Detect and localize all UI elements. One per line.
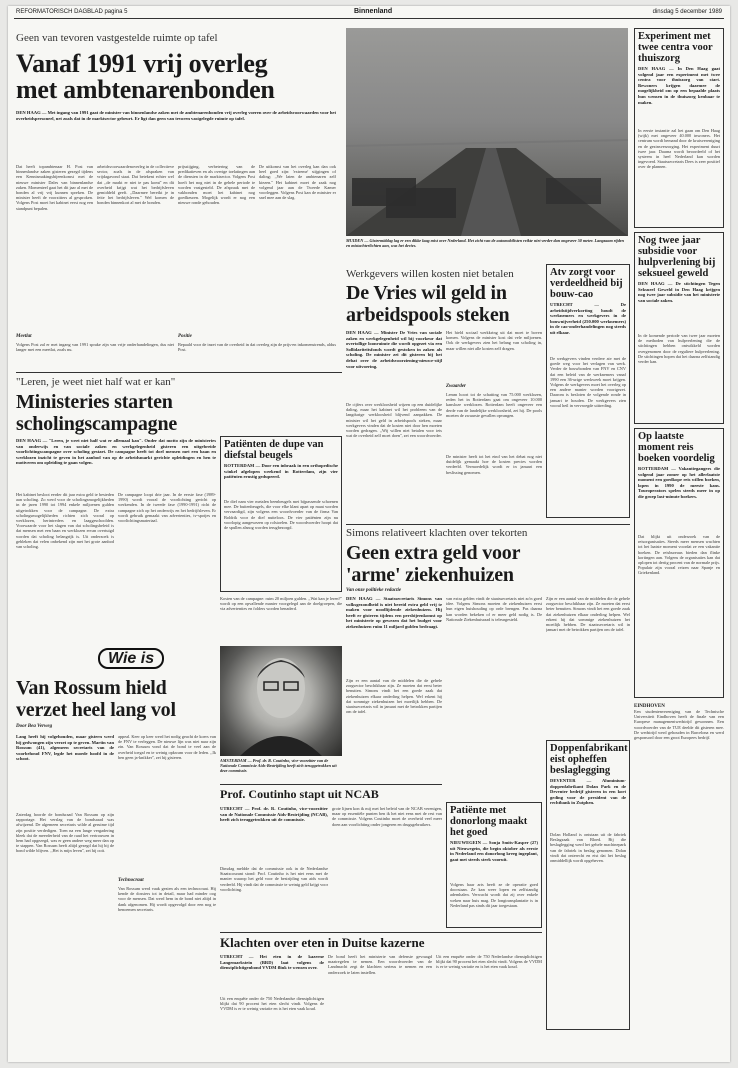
a11-byline: Van onze politieke redactie [346,588,402,593]
a5-title: Experiment met twee centra voor thuiszorg [638,31,713,64]
a9-body-col3: Van Rossum werd vaak gezien als een technocraat. Hij kende de dossiers tot in detail, maar had minder oog voor de mensen. Dat werd hem in de bond niet altijd in dank afgenomen. Hij wordt opgevolgd door een nog te benoemen secretaris. [118,886,216,912]
a6-title: Nog twee jaar subsidie voor hulpverlening bij seksueel geweld [638,235,716,279]
a9-body-col1: Zaterdag hoorde de bondsraad Van Rossum op zijn rapportage. Het verslag van de bondsraad was afwijzend. De algemeen secretaris wilde al geruime tijd zijn positie verdedigen. Toen na een lange vergadering bleek dat de meerderheid van de raad het vertrouwen in hem had opgezegd, was er geen andere weg meer dan op te stappen. Van Rossum heeft altijd gezegd dat hij bij de bond wilde blijven. ,,Het is mijn leven'', zei hij ooit. [16,812,114,854]
a3-title-line1: De Vries wil geld in [346,282,507,304]
a10-body-col2: grote lijnen kon ik mij met het beleid van de NCAB verenigen, maar op essentiële punten ben ik het niet eens met de rest van de commissie. Volgens Coutinho moet de overheid veel meer doen aan voorlichting onder jongeren en drugsgebruikers. [332,806,442,827]
a5-body: In eerste instantie zal het gaan om Den Haag (wijk) met ongeveer 40.000 inwoners. Het centrum wordt bemand door de kruisvereniging en de gezinsverzorging. Het experiment duurt twee jaar. Daarna wordt beoordeeld of het systeem in heel Nederland kan worden ingevoerd. Staatssecretaris Dees is zeer positief over de plannen. [638,128,720,170]
a3-body-col4: De minister heeft tot het eind van het debat nog niet duidelijk gemaakt hoe de kosten precies worden verdeeld. Vermoedelijk wordt er in januari een beslissing genomen. [446,454,542,475]
a9-title-line1: Van Rossum hield [16,677,167,699]
a3-title-line2: arbeidspools steken [346,304,510,326]
a2-body-col3: Kosten van de campagne: ruim 20 miljoen gulden. ,,Wat kan je leren?'' wordt op een opvallende manier voorgelegd aan de doelgroepen, die via advertenties en folders worden benaderd. [220,596,342,612]
header-paper-name: REFORMATORISCH DAGBLAD pagina 5 [16,9,128,15]
header-rule [14,18,724,19]
a13-box [546,740,630,1030]
newspaper-page [8,6,730,1062]
a2-lead: DEN HAAG — "Leren, je weet niet half wat er allemaal kan". Onder dat motto zijn de ministeries van onderwijs en van sociale zaken en werkgelegenheid gisteren een uitgebreide voorlichtingscampagne over scholing gestart. De campagne heeft tot doel mensen met een baan en werklozen inzicht te geven in het aanbod van op de arbeidsmarkt gerichte opleidingen en hen te motiveren om opleiding te gaan volgen. [16,438,216,466]
a1-title-line1: Vanaf 1991 vrij overleg [16,49,268,78]
a1-kicker: Geen van tevoren vastgestelde ruimte op tafel [16,32,218,44]
a6-lead: DEN HAAG — De stichtingen Tegen Seksueel Geweld in Den Haag krijgen nog twee jaar subsidie van het ministerie van sociale zaken. [638,281,720,303]
a10-lead: UTRECHT — Prof. dr. R. Coutinho, vice-voorzitter van de Nationale Commissie Aids-Bestrijding (NCAB), heeft zich teruggetrokken uit de commissie. [220,806,328,823]
a2-body-col2: De campagne loopt drie jaar. In de eerste fase (1989-1990) wordt vooral de voorlichting gericht op werkenden. In de tweede fase (1990-1991) richt de campagne zich op het onderwijs en het bedrijfsleven. Er wordt gebruik gemaakt van advertenties, tv-spotjes en voorlichtingsmateriaal. [118,492,216,524]
a13-body: Dolan Holland is ontstaan uit de fabriek Beslagzaak van Bloed. Bij die beslaglegging werd het gehele machinepark van de fabriek in beslag genomen. Dolan vindt dat onterecht en eist dat het beslag onmiddellijk wordt opgeheven. [550,832,626,864]
a7-lead: ROTTERDAM — Vakantiegangers die volgend jaar zomer op het allerlaatste moment een goedkope reis willen boeken, lopen in 1990 de meeste kans. Touroperators spelen steeds meer in op die groep last-minute boekers. [638,466,720,499]
a11-body-col2: van extra gelden vindt de staatssecretaris niet zo'n goed idee. Volgens Simons moeten de ziekenhuizen eerst hun eigen huishouding op orde brengen. Pas daarna kan worden bekeken of er meer geld nodig is. De Nationale Ziekenhuisraad is teleurgesteld. [446,596,542,622]
a6-box [634,232,724,424]
rule-a10 [220,784,442,785]
a1-body-meetlat: Volgens Post zal er met ingang van 1991 sprake zijn van vrije onderhandelingen, dus niet langer met een meetlat, zoals nu. [16,342,174,353]
a8-title: EINDHOVEN [634,704,665,709]
a9-body-col2: appeal. Keer op keer werd het nodig geacht de koers van de FNV te verleggen. De nieuwe lijn was niet naar zijn zin. Van Rossum vond dat de bond te veel aan de overheid toegaf en te weinig opkwam voor de leden. ,,Ik ben geen ja-knikker'', zei hij gisteren. [118,734,216,760]
a13-lead: DEVENTER — Aluminium-doppenfabrikant Dolan Park en de Deventer bedrijf gisteren in een kort geding voor de president van de rechtbank in Zutphen. [550,778,626,806]
a5-lead: DEN HAAG — In Den Haag gaat volgend jaar een experiment met twee centra voor thuiszorg van start. Bewoners krijgen daarmee de mogelijkheid om op een bepaalde plaats hun wensen in de thuiszorg kenbaar te maken. [638,66,720,105]
a10-body-col1: Dinsdag meldde dat de commissie ook in de Nederlandse Staatscourant stond: Prof. Coutinho is het niet eens met de manier waarop het geld voor de bestrijding van aids wordt verdeeld. Hij vindt dat de commissie te weinig geld krijgt voor voorlichting. [220,866,328,892]
a2-body-col1: Het kabinet besloot eerder dit jaar extra geld te besteden aan scholing. Zo werd voor de scholingsmogelijkheden in de jaren 1990 tot 1994 enkele miljoenen gulden uitgetrokken voor de campagne. De extra scholingsmogelijkheden richten zich vooral op werklozen, herintreders en laaggeschoolden. Voorwaarde voor het slagen van dat scholingsbeleid is dat mensen met een baan en werklozen ervan overtuigd worden dat scholing belangrijk is. Uit onderzoek is gebleken dat velen onbekend zijn met het grote aanbod van scholing. [16,492,114,550]
a12-body: Volgens haar arts heeft ze de operatie goed doorstaan. Ze kan weer lopen en zelfstandig ademhalen. Verwacht wordt dat zij over enkele weken naar huis mag. De longtransplantatie is in Nederland pas sinds dit jaar toegestaan. [450,882,538,908]
a1-body-positie: Bepaald voor de inzet van de overheid in dat overleg zijn de prijs-en inkomenstrends, aldus Post. [178,342,336,353]
photo-coutinho-portrait [220,646,342,756]
rule-a1-a2 [16,372,342,373]
a4-box [546,264,630,518]
photo-fog-caption: MUIDEN — Gistermiddag lag er een dikke laag mist over Nederland. Het zicht van de automobilisten reikte niet verder dan ongeveer 50 meter. Langzaam rijden en mistachterlichten aan, was het devies. [346,238,624,248]
wie-is-logo-text: Wie is [98,648,164,669]
a1-subhead-meetlat: Meetlat [16,334,32,339]
a1-subhead-positie: Positie [178,334,192,339]
a14-body-col1: Uit een enquête onder de 750 Nederlandse dienstplichtigen blijkt dat 90 procent het eten slecht vindt. Volgens de VVDM is er te weinig variatie en is het eten vaak koud. [220,996,324,1012]
a1-body-col1: Dat heeft topambtenaar H. Post van binnenlandse zaken gisteren gezegd tijdens een Kennismakingsbijeenkomst met de nieuwe minister Dales van binnenlandse zaken. Momenteel gaat het dit jaar al met de bonden al vrij vrij kunnen spreken. De minister heeft de voorzitters al gesproken. Volgens Post moet het kabinet eerst nog een standpunt bepalen. [16,164,93,211]
a14-title: Klachten over eten in Duitse kazerne [220,935,425,950]
a14-body-col2: De bond heeft het ministerie van defensie gevraagd maatregelen te nemen. Een woordvoerder van de Landmacht zegt de klachten serieus te nemen en een onderzoek te laten instellen. [328,954,432,975]
a1-body-col3: prijsstijging, verbetering van de predikatieven en als overige toelatingen aan de diensten in de marktsector. Volgens Post hoeft het nog niet in de gehele periode te worden vastgesteld. De afspraak met de vakbonden moet het kabinet nog goedkeuren. Mogelijk wordt er nog een nieuwe ronde gehouden. [178,164,255,206]
a2-box-beugels [220,436,342,592]
a2-box-title: Patiënten de dupe van diefstal beugels [224,439,324,461]
header-section: Binnenland [354,8,393,15]
header-date: dinsdag 5 december 1989 [652,9,722,15]
a9-title-line2: verzet heel lang vol [16,699,176,721]
a8-body: Een studentenvereniging van de Technische Universiteit Eindhoven heeft de finale van een Europese managementwedstrijd gewonnen. Een woordvoerder van de TUE deelde dit gisteren mee. De wedstrijd werd gehouden in Barcelona en werd gesponsord door een groot Europees bedrijf. [634,709,724,741]
a6-body: In de komende periode van twee jaar moeten de methoden van hulpverlening die de stichtingen hebben ontwikkeld worden overgenomen door de reguliere hulpverlening. De stichtingen hopen dat het daarna zelfstandig verder kan. [638,333,720,365]
a9-lead: Lang heeft hij volgehouden, maar gistern werd hij gedwongen zijn verzet op te geven. Martin van Rossum (41), algemeen secretaris van de voorbehoud FNV, legde het moede hoofd in de schoot. [16,734,114,762]
a7-title: Op laatste moment reis boeken voordelig [638,431,715,464]
a5-box [634,28,724,228]
a2-box-lead: ROTTERDAM — Door een inbraak in een orthopedische winkel afgelopen weekend in Rotterdam, zijn vier patiënten ernstig gedupeerd. [224,463,338,480]
a4-body: De werkgevers vinden verdere atv met de goede weg voor het verlagen van werk. Verder de bouwbonden van FNV en CNV dat een beleid van de werknemers vanaf 1990 een 36-urige werkweek moet krijgen. Volgens de werkgevers moet het overleg op een andere manier worden voortgezet. Daarom is besloten de volgende ronde in januari te houden. De werkgevers zien vooral heil in vervroegde uittreding. [550,356,626,408]
wie-is-logo [98,650,198,672]
a3-lead: DEN HAAG — Minister De Vries van sociale zaken en werkgelegenheid wil bij voorkeur dat overtollige loonruimte die wordt opgezet via een Sollidariteitsfonds wordt gestoken in zaken als scholing. De minister zei dit gisteren bij het debat over de arbeidsvoorziening-nieuwe-stijl voor uitvoering. [346,330,442,369]
a11-title-line1: Geen extra geld voor [346,542,521,564]
a12-title: Patiënte met donorlong maakt het goed [450,805,528,838]
a9-subhead-technocraat: Technocraat [118,878,144,883]
a2-title-line1: Ministeries starten [16,391,173,413]
a3-body-col2: Het hield sociaal werkkring uit dat moet te boven komen. Volgens de minister kost dat vele miljoenen. Ook de werkgevers zien het belang van scholing in, maar willen niet alle kosten zelf dragen. [446,330,542,351]
fog-road-illustration [346,28,628,236]
a12-lead: NIEUWEGEIN — Sonja Smits-Kasper (27) uit Nieuwegein, die begin oktober als eerste in Nederland een donorlong kreeg ingeplant, gaat met steeds sterk vooruit. [450,840,538,862]
photo-fog-highway [346,28,628,236]
a1-title-line2: met ambtenarenbonden [16,75,275,104]
a13-title: Doppenfabrikant eist opheffen beslaglegging [550,743,628,776]
a3-subhead-zwaarder: Zwaarder [446,384,466,389]
a2-box-body: De dief nam vier metalen beenbeugels met bijpassende schoenen mee. De buitenbeugels, die voor elke klant apart op maat worden vervaardigd, zijn volgens een woordvoerder van de firma Van Boldrik voor de dief nutteloos. De vier patiënten zijn nu voorlopig aangewezen op rolstoelen. De woordvoerder hoopt dat de spullen alsnog worden terugbezorgd. [224,499,338,531]
photo-coutinho-caption: AMSTERDAM — Prof. dr. R. Coutinho, vice-voorzitter van de Nationale Commissie Aids-Bestrijding heeft zich teruggetrokken uit deze commissie. [220,758,337,773]
a14-body-col3: Uit een enquête onder de 750 Nederlandse dienstplichtigen blijkt dat 90 procent het eten slecht vindt. Volgens de VVDM is er te weinig variatie en is het eten vaak koud. [436,954,542,970]
a2-title-line2: scholingscampagne [16,413,178,435]
portrait-illustration [220,646,342,756]
a3-body-col1: De cijfers over werkloosheid wijzen op een duidelijke daling, maar het kabinet wil het probleem van de langdurige werkloosheid blijvend aanpakken. De minister wil het geld in arbeidspools steken, maar werkgevers vinden dat de kosten niet door hen moeten worden gedragen. ,,Wij willen niet betalen voor iets wat de overheid zelf moet doen'', zei een woordvoerder. [346,402,442,439]
a10-title: Prof. Coutinho stapt uit NCAB [220,787,379,801]
a3-body-col3: Lemm hoort tot de schatting van 75.000 werklozen, reden het in Rotterdam gaat om ongeveer 10.000 kansloze werklozen. Rotterdam heeft ongeveer een derde van de landelijke werkloosheid, zei hij. De pools moeten de zwaarste gevallen opvangen. [446,392,542,418]
a1-body-col2: arbeidsvoorwaardenoverleg in de collectieve sector, zoals in de afspraken van vrijdagavond staat. Dat betekent echter wel dat ,,de markt er niet te pas komt'' en dit overheid krijgt wat het bedrijfsleven gemiddeld geeft. ,,Daarmee bereikt je in feite het bedrijfsleven.'' Wel komen de bonden binnenkort al met de bonden. [97,164,174,206]
a11-kicker: Simons relativeert klachten over tekorten [346,527,528,539]
a11-lead: DEN HAAG — Staatssecretaris Simons van volksgezondheid is niet bereid extra geld vrij te maken voor noodlijdende ziekenhuizen. Hij heeft er gisteren tijdens een persbijeenkomst op het ministerie op gewezen dat het budget voor ziekenhuizen ruim 11 miljard gulden bedraagt. [346,596,442,629]
a8-brief [634,704,724,812]
a1-lead: DEN HAAG — Met ingang van 1991 gaat de minister van binnenlandse zaken met de ambtenarenbonden vrij overleg voeren over de arbeidsvoorwaarden voor het overheidspersoneel, net zoals dat in de marktsector gebeurt. Er ligt dan geen van tevoren vastgelegde ruimte op tafel. [16,110,336,121]
a14-lead: UTRECHT — Het eten in de kazerne Langemarkstein (BRD) laat volgens de dienstplichtigenbond VVDM flink te wensen over. [220,954,324,971]
rule-a14 [220,932,542,933]
a12-box [446,802,542,928]
a1-body-col4: De uitkomst van het overleg kan dan ook heel goed zijn: 'extreme' stijgingen of daling; ,,We laten de ambtenaren zelf kiezen.'' Het kabinet moet de zaak nog volgend jaar aan de Tweede Kamer voorleggen. Volgens Post kan de minister er snel mee aan de slag. [259,164,336,201]
a11-body-col3: Zijn er een aantal van de middelen die de gehele zorgsector beschikbaar zijn. Ze moeten dat eerst beter benutten. Simons vindt het een goede zaak dat ziekenhuizen elkaar onderling helpen. Wel erkent hij dat sommige ziekenhuizen het moeilijk hebben. De staatssecretaris wil in januari met de betrokken partijen om de tafel. [546,596,630,633]
a11-body-col1: Zijn er een aantal van de middelen die de gehele zorgsector beschikbaar zijn. Ze moeten dat eerst beter benutten. Simons vindt het een goede zaak dat ziekenhuizen elkaar onderling helpen. Wel erkent hij dat sommige ziekenhuizen het moeilijk hebben. De staatssecretaris wil in januari met de betrokken partijen om de tafel. [346,678,442,715]
a4-lead: UTRECHT — De arbeidstijdverkorting houdt de werknemers en werkgevers in de bouwnijverheid (250.000 werknemers) in de cao-onderhandelingen nog steeds uit elkaar. [550,302,626,335]
a3-kicker: Werkgevers willen kosten niet betalen [346,268,514,280]
a7-box [634,428,724,698]
a7-body: Dat blijkt uit onderzoek van de reisorganisaties. Steeds meer mensen wachten tot het laatste moment voordat ze een vakantie boeken. De reisbureaus bieden dan flinke kortingen aan. Volgens de organisaties kan dat oplopen tot dertig procent van de normale prijs. Populair zijn vooral reizen naar Spanje en Griekenland. [638,534,720,576]
a9-byline: Door Bea Verweg [16,724,53,729]
a11-title-line2: 'arme' ziekenhuizen [346,564,514,586]
a4-title: Atv zorgt voor verdeeldheid bij bouw-cao [550,267,623,300]
rule-a3-a11 [346,524,630,525]
a2-kicker: "Leren, je weet niet half wat er kan" [16,376,176,388]
